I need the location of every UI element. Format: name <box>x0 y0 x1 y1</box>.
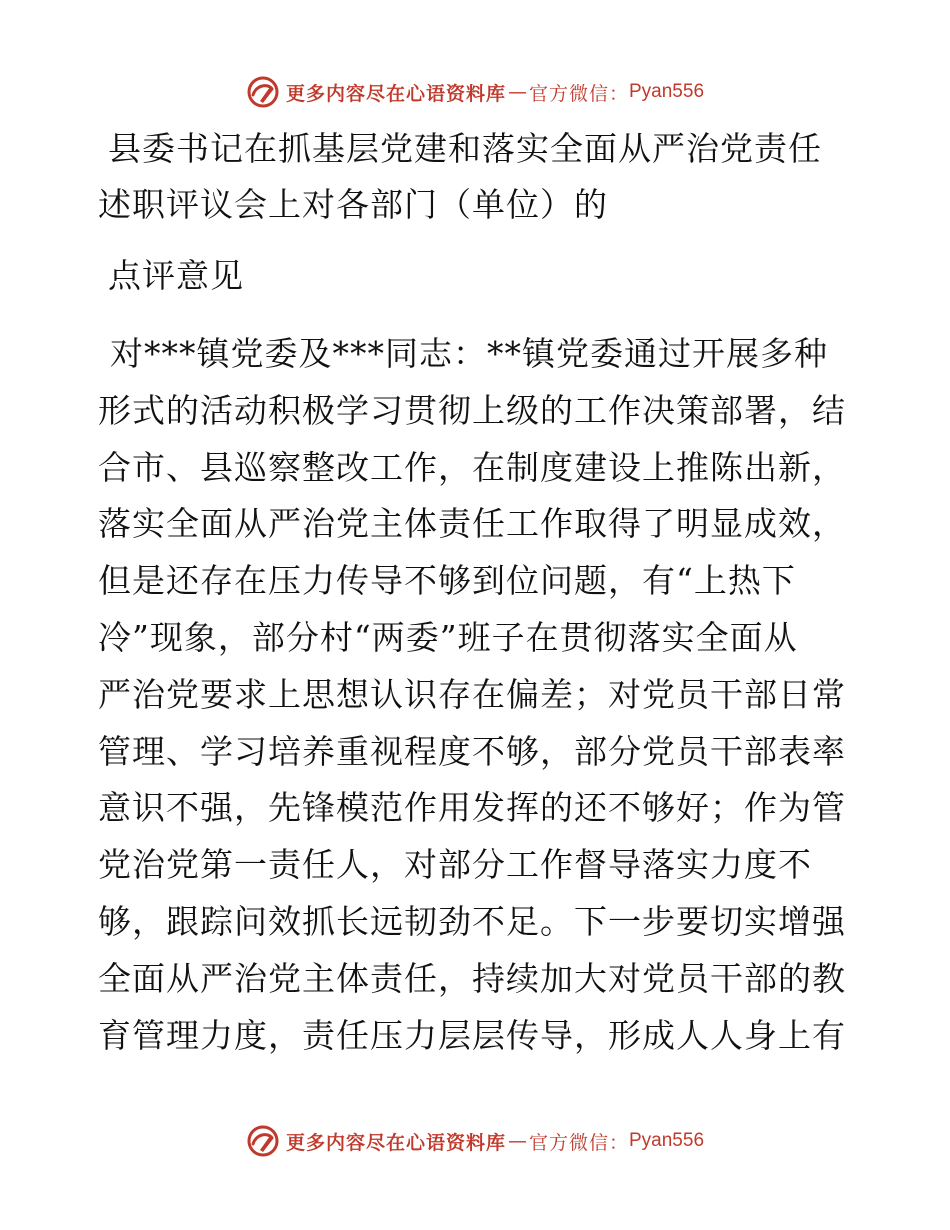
body-line: 育管理力度，责任压力层层传导，形成人人身上有 <box>98 1015 846 1055</box>
body-line: 冷”现象，部分村“两委”班子在贯彻落实全面从 <box>98 617 798 657</box>
watermark-separator: — <box>507 1130 527 1152</box>
watermark-separator: — <box>507 81 527 103</box>
watermark-wechat-label: 官方微信： <box>528 1131 629 1154</box>
watermark-wechat-id: Pyan556 <box>629 1130 705 1151</box>
body-line: 落实全面从严治党主体责任工作取得了明显成效， <box>98 504 846 544</box>
red-swirl-pen-logo-icon <box>246 75 280 109</box>
watermark-wechat-label: 官方微信： <box>528 82 629 105</box>
red-swirl-pen-logo-icon <box>246 1124 280 1158</box>
document-body <box>98 326 858 1064</box>
body-line: 意识不强，先锋模范作用发挥的还不够好；作为管 <box>98 788 846 828</box>
footer-watermark <box>0 1121 950 1161</box>
body-line: 形式的活动积极学习贯彻上级的工作决策部署，结 <box>98 390 846 430</box>
document-title-line-1: 县委书记在抓基层党建和落实全面从严治党责任 <box>108 129 822 168</box>
body-line: 党治党第一责任人，对部分工作督导落实力度不 <box>98 845 812 885</box>
watermark-wechat-id: Pyan556 <box>629 81 705 102</box>
body-line: 合市、县巡察整改工作，在制度建设上推陈出新， <box>98 447 846 487</box>
document-title-line-3: 点评意见 <box>108 256 244 295</box>
body-line: 对***镇党委及***同志：**镇党委通过开展多种 <box>110 334 828 373</box>
body-line: 严治党要求上思想认识存在偏差；对党员干部日常 <box>98 674 846 714</box>
watermark-brand: 更多内容尽在心语资料库 <box>285 82 506 105</box>
header-watermark <box>0 72 950 112</box>
watermark-brand: 更多内容尽在心语资料库 <box>285 1131 506 1154</box>
body-line: 管理、学习培养重视程度不够，部分党员干部表率 <box>98 731 846 771</box>
document-title-line-2: 述职评议会上对各部门（单位）的 <box>98 185 608 224</box>
body-line: 但是还存在压力传导不够到位问题，有“上热下 <box>98 561 796 601</box>
body-line: 全面从严治党主体责任，持续加大对党员干部的教 <box>98 958 846 998</box>
body-line: 够，跟踪问效抓长远韧劲不足。下一步要切实增强 <box>98 901 846 941</box>
